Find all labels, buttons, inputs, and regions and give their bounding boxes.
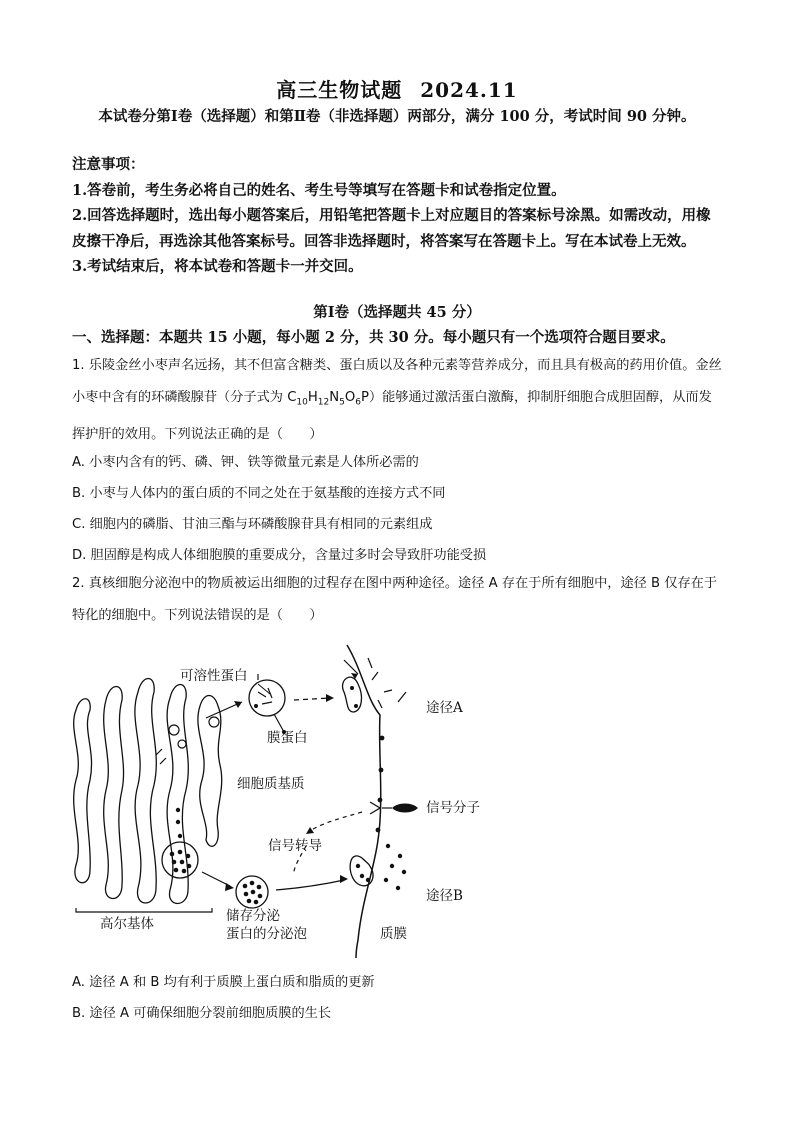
- forming-storage-vesicle: [162, 842, 198, 878]
- label-storage-vesicle-line1: 储存分泌: [226, 908, 280, 924]
- signal-transduction-arrow: [308, 812, 362, 832]
- section-title: 第Ⅰ卷（选择题共 45 分）: [313, 304, 481, 321]
- released-soluble-proteins: [368, 658, 406, 708]
- plasma-membrane-line: [347, 645, 381, 958]
- note-item-1: 1.答卷前，考生务必将自己的姓名、考生号等填写在答题卡和试卷指定位置。: [72, 181, 566, 199]
- q2-option-b: B. 途径 A 可确保细胞分裂前细胞质膜的生长: [72, 1006, 332, 1021]
- golgi-bracket: [76, 908, 212, 912]
- arrow-storage-to-membrane: [276, 880, 344, 890]
- q1-option-c: C. 细胞内的磷脂、甘油三酯与环磷酸腺苷具有相同的元素组成: [72, 517, 433, 532]
- label-pathway-b: 途径B: [426, 888, 463, 904]
- question-1-stem: [72, 350, 722, 450]
- q1-option-a: A. 小枣内含有的钙、磷、钾、铁等微量元素是人体所必需的: [72, 455, 419, 470]
- label-pathway-a: 途径A: [426, 700, 463, 716]
- q2-option-a: A. 途径 A 和 B 均有利于质膜上蛋白质和脂质的更新: [72, 975, 375, 990]
- q1-option-b: B. 小枣与人体内的蛋白质的不同之处在于氨基酸的连接方式不同: [72, 486, 446, 501]
- label-membrane-protein: 膜蛋白: [267, 730, 308, 746]
- label-cytoplasm: 细胞质基质: [237, 776, 305, 792]
- released-secretory-proteins: [356, 844, 406, 890]
- notes-heading: 注意事项：: [72, 156, 145, 173]
- label-plasma-membrane: 质膜: [380, 926, 407, 942]
- arrow-to-storage-vesicle: [202, 872, 230, 886]
- label-golgi: 高尔基体: [100, 916, 154, 932]
- note-item-2: 2.回答选择题时，选出每小题答案后，用铅笔把答题卡上对应题目的答案标号涂黑。如需改动，用橡皮擦干净后，再选涂其他答案标号。回答非选择题时，将答案写在答题卡上。写在本试卷上无效。: [72, 207, 711, 250]
- secretion-pathway-diagram: [62, 640, 502, 960]
- q1-stem-part-a: 1. 乐陵金丝小枣声名远扬，其不但富含糖类、蛋白质以及各种元素等营养成分，而且具有极高的药用价值。金丝小枣中含有的环磷酸腺苷（分子式为: [72, 358, 722, 405]
- exam-intro: 本试卷分第Ⅰ卷（选择题）和第Ⅱ卷（非选择题）两部分，满分 100 分，考试时间 90 分钟。: [98, 108, 696, 125]
- label-signal-molecule: 信号分子: [426, 800, 480, 816]
- q1-formula: $C_{10}H_{12}N_5O_6P$: [287, 389, 369, 408]
- golgi-stack: [74, 679, 222, 904]
- note-item-3: 3.考试结束后，将本试卷和答题卡一并交回。: [72, 258, 363, 275]
- constitutive-vesicle: [249, 680, 285, 716]
- label-signal-transduction: 信号转导: [268, 838, 322, 854]
- receptor: [370, 802, 380, 814]
- golgi-secretory-granules: [176, 808, 182, 838]
- q1-stem-part-b: ）能够通过激活蛋白激酶，抑制肝细胞合成胆固醇，从而发挥护肝的效用。下列说法正确的是（ ）: [72, 389, 712, 442]
- label-soluble-protein: 可溶性蛋白: [180, 668, 248, 684]
- question-2-stem: 2. 真核细胞分泌泡中的物质被运出细胞的过程存在图中两种途径。途径 A 存在于所有细胞中，途径 B 仅存在于特化的细胞中。下列说法错误的是（ ）: [72, 576, 718, 623]
- part-title: 一、选择题：本题共 15 小题，每小题 2 分，共 30 分。每小题只有一个选项符合题目要求。: [72, 329, 675, 346]
- notes-block: [72, 152, 722, 280]
- signal-molecule-shape: [392, 804, 418, 813]
- page-title: [0, 74, 794, 103]
- label-storage-vesicle-line2: 蛋白的分泌泡: [226, 926, 307, 942]
- arrow-vesicle-to-membrane: [294, 698, 330, 700]
- exam-title: 高三生物试题: [276, 78, 403, 102]
- exam-date: 2024.11: [420, 78, 518, 102]
- q1-option-d: D. 胆固醇是构成人体细胞膜的重要成分，含量过多时会导致肝功能受损: [72, 548, 487, 563]
